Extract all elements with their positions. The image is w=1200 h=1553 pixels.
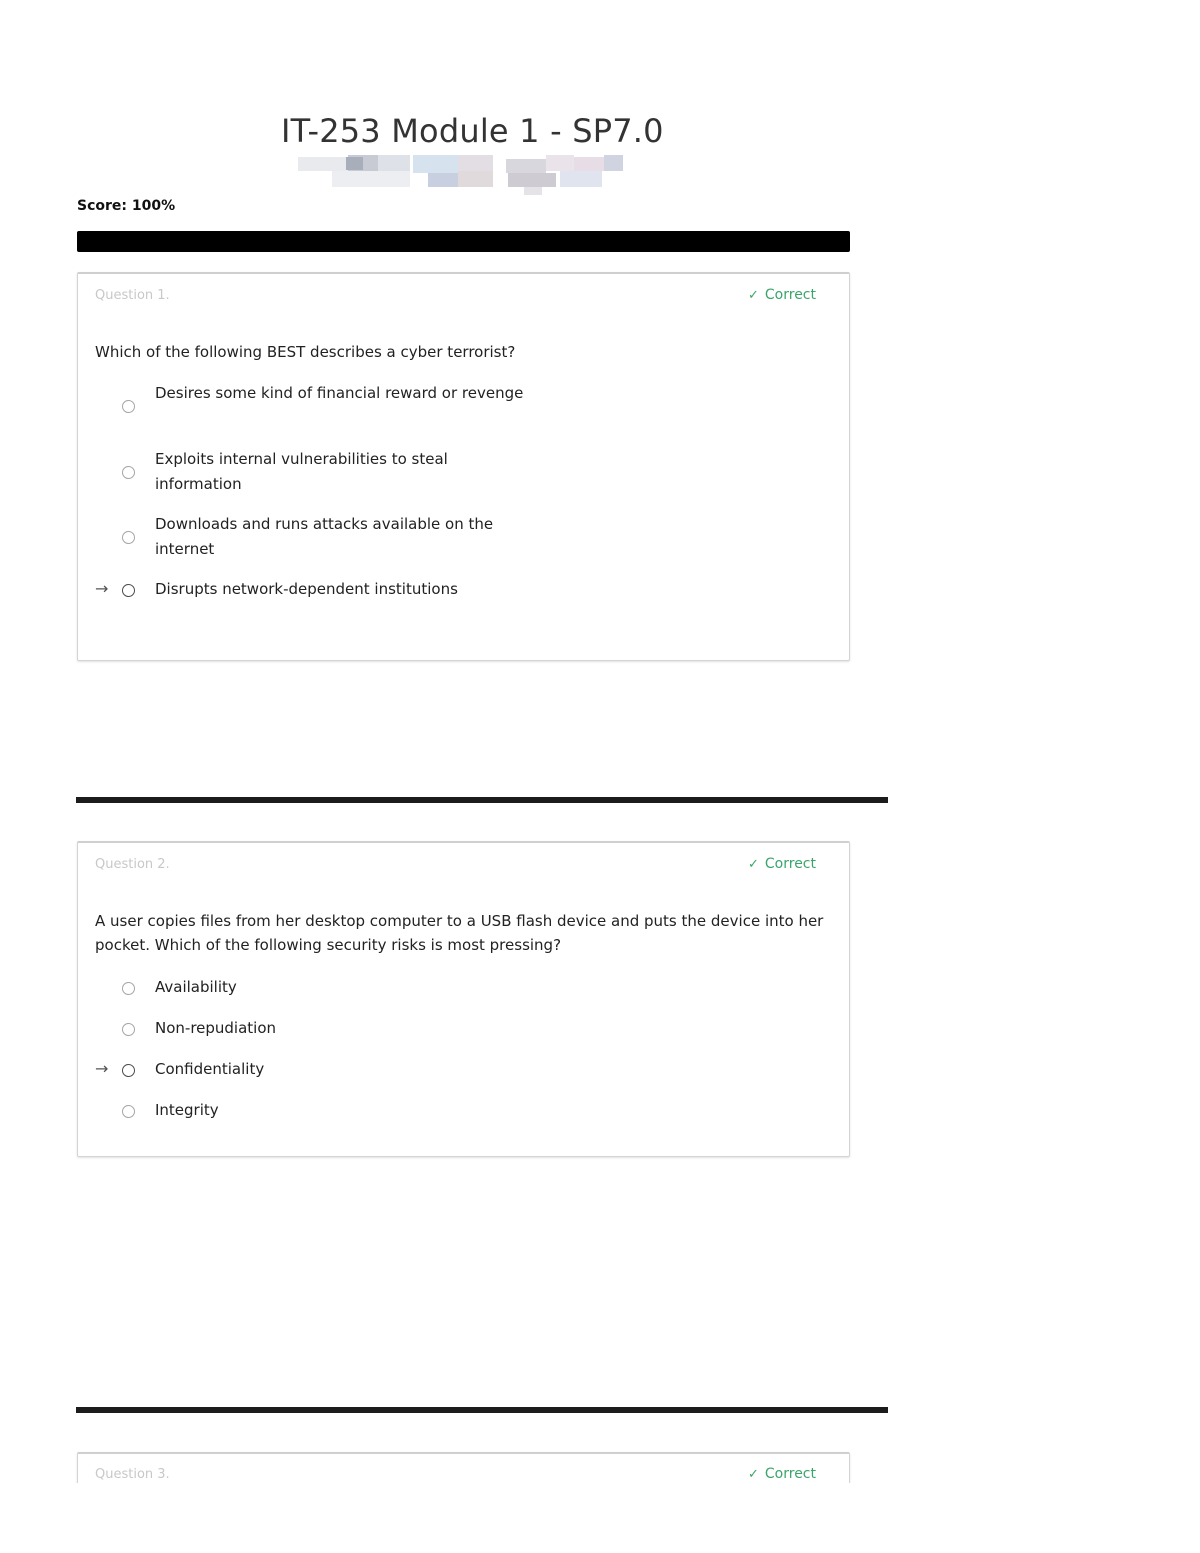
question-card-3 <box>77 1452 850 1483</box>
question-text: A user copies files from her desktop computer to a USB flash device and puts the device into her pocket. Which of the following security risks is most pressing? <box>95 912 824 954</box>
radio-icon[interactable] <box>122 466 135 479</box>
answer-label: Integrity <box>155 1101 219 1119</box>
question-card-1 <box>77 272 850 661</box>
radio-icon[interactable] <box>122 1023 135 1036</box>
redacted-name-image <box>298 155 623 195</box>
answer-option[interactable] <box>95 447 815 497</box>
question-card-2 <box>77 841 850 1157</box>
question-text: Which of the following BEST describes a cyber terrorist? <box>95 343 516 361</box>
answer-option-selected[interactable] <box>95 1057 815 1083</box>
radio-icon[interactable] <box>122 400 135 413</box>
status-label: Correct <box>764 287 816 303</box>
score-progress-fill <box>77 231 850 252</box>
page-title: IT-253 Module 1 - SP7.0 <box>281 112 664 150</box>
question-number: Question 3. <box>95 1467 170 1482</box>
answer-label: Non-repudiation <box>155 1019 277 1037</box>
status-badge <box>748 1466 816 1482</box>
question-divider <box>76 797 888 803</box>
check-icon: ✓ <box>747 857 759 872</box>
page-clip <box>0 1450 1200 1483</box>
answer-option[interactable] <box>95 975 815 1001</box>
answer-label: Availability <box>155 978 237 996</box>
radio-icon[interactable] <box>122 1064 135 1077</box>
question-divider <box>76 1407 888 1413</box>
question-number: Question 1. <box>95 288 170 303</box>
answer-option[interactable] <box>95 1016 815 1042</box>
answer-label: Downloads and runs attacks available on the internet <box>155 515 494 558</box>
status-label: Correct <box>764 1466 816 1482</box>
answer-label: Exploits internal vulnerabilities to steal information <box>155 450 448 493</box>
arrow-right-icon: → <box>95 579 109 598</box>
arrow-right-icon: → <box>95 1059 109 1078</box>
status-label: Correct <box>764 856 816 872</box>
score-progress-bar <box>77 231 850 252</box>
answer-option[interactable] <box>95 1098 815 1124</box>
radio-icon[interactable] <box>122 531 135 544</box>
status-badge <box>748 856 816 872</box>
question-number: Question 2. <box>95 857 170 872</box>
answer-option[interactable] <box>95 381 815 431</box>
answer-option[interactable] <box>95 512 815 562</box>
status-badge <box>748 287 816 303</box>
check-icon: ✓ <box>747 288 759 303</box>
score-label: Score: 100% <box>77 198 176 214</box>
answer-label: Desires some kind of financial reward or revenge <box>155 384 524 402</box>
radio-icon[interactable] <box>122 584 135 597</box>
radio-icon[interactable] <box>122 982 135 995</box>
answer-label: Confidentiality <box>155 1060 265 1078</box>
radio-icon[interactable] <box>122 1105 135 1118</box>
answer-label: Disrupts network-dependent institutions <box>155 580 458 598</box>
check-icon: ✓ <box>747 1467 759 1482</box>
answer-option-selected[interactable] <box>95 577 815 603</box>
